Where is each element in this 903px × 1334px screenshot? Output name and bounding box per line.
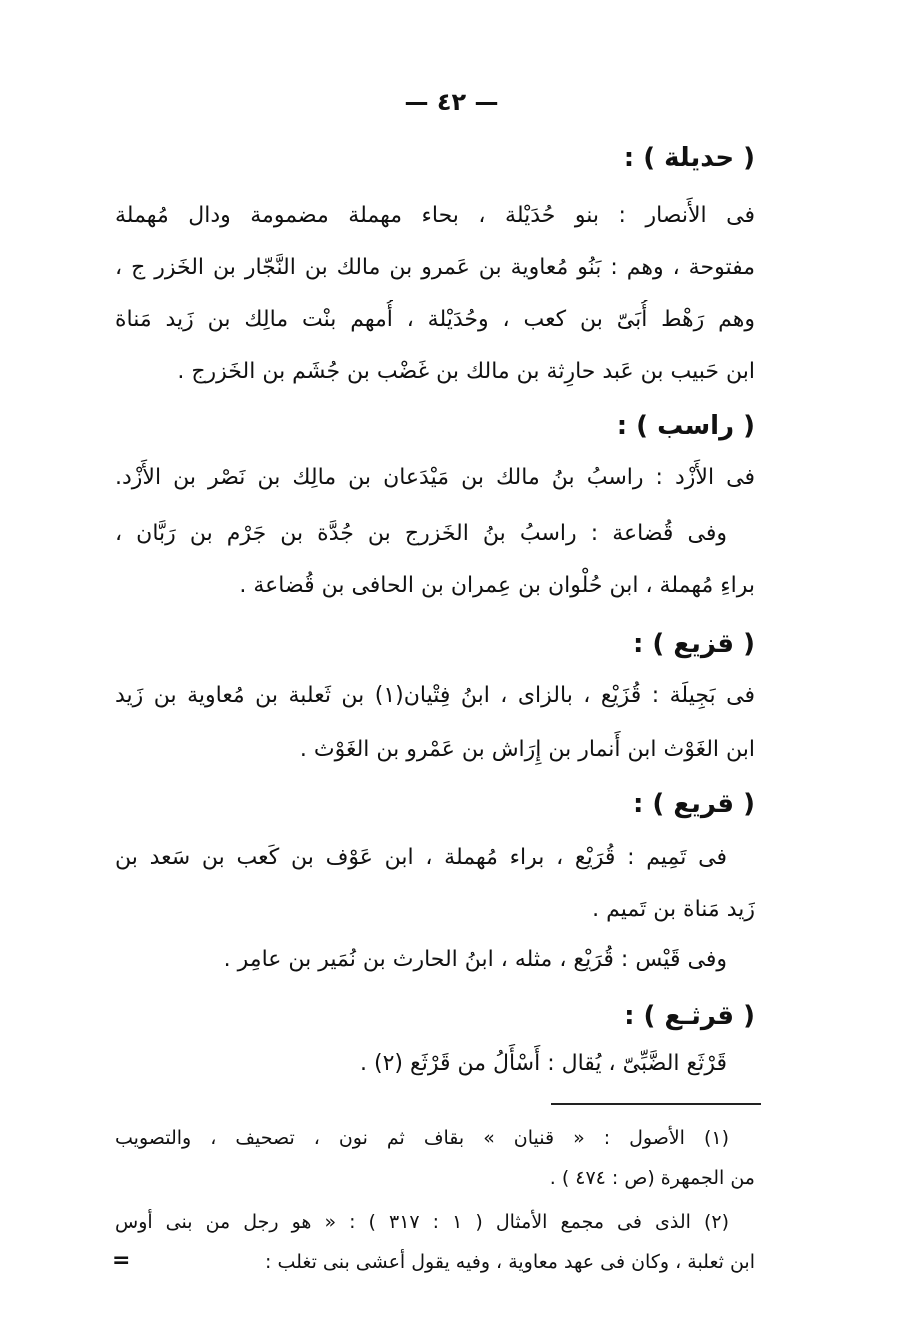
text-line: وهم رَهْط أُبَىّ بن كعب ، وحُدَيْلة ، أُمهم بنْت مالِك بن زَيد مَناة: [115, 307, 755, 332]
entry-heading: ( قريع ) :: [632, 789, 755, 819]
entry-heading: ( راسب ) :: [616, 411, 755, 441]
text-line: مفتوحة ، وهم : بَنُو مُعاوية بن عَمرو بن مالك بن النَّجّار بن الخَزر ج ،: [115, 255, 755, 280]
entry-heading: ( قرثـع ) :: [624, 1001, 755, 1031]
continuation-mark: =: [112, 1248, 131, 1273]
text-line: زَيد مَناة بن تَميم .: [592, 897, 755, 922]
footnote-divider: [551, 1103, 761, 1105]
entry-qartha: [115, 996, 755, 1036]
footnote-line: (١) الأصول : « قنيان » بقاف ثم نون ، تصحيف ، والتصويب: [115, 1127, 729, 1149]
page-number: — ٤٢ —: [404, 88, 499, 116]
text-line: وفى قَيْس : قُرَيْع ، مثله ، ابنُ الحارث بن نُمَير بن عامِر .: [223, 947, 727, 972]
entry-rasib-body: [115, 458, 755, 606]
footnote-line: ابن ثعلبة ، وكان فى عهد معاوية ، وفيه يقول أعشى بنى تغلب :: [265, 1251, 755, 1273]
entry-quray: [115, 784, 755, 824]
entry-qartha-body: [115, 1044, 755, 1084]
entry-quzay: [115, 624, 755, 664]
text-line: فى تَمِيم : قُرَيْع ، براء مُهملة ، ابن عَوْف بن كَعب بن سَعد بن: [115, 845, 727, 870]
text-line: فى الأَنصار : بنو حُدَيْلة ، بحاء مهملة مضمومة ودال مُهملة: [115, 203, 755, 228]
entry-hadila: [115, 138, 755, 178]
entry-quzay-body: [115, 676, 755, 770]
footnotes: [115, 1120, 755, 1280]
text-line: فى بَجِيلَة : قُزَيْع ، بالزاى ، ابنُ فِتْيان(١) بن ثَعلبة بن مُعاوية بن زَيد: [115, 683, 755, 708]
footnote-line: (٢) الذى فى مجمع الأمثال ( ١ : ٣١٧ ) : « هو رجل من بنى أوس: [115, 1211, 730, 1233]
text-line: فى الأَزْد : راسبُ بنُ مالك بن مَيْدَعان بن مالِك بن نَصْر بن الأَزْد.: [115, 465, 755, 490]
text-line: قَرْثَع الضَّبِّىّ ، يُقال : أَسْأَلُ من قَرْثَع (٢) .: [360, 1051, 727, 1076]
entry-heading: ( حديلة ) :: [623, 143, 755, 173]
entry-hadila-body: [115, 196, 755, 392]
text-line: ابن حَبيب بن عَبد حارِثة بن مالك بن غَضْب بن جُشَم بن الخَزرج .: [177, 359, 755, 384]
footnote-line: من الجمهرة (ص : ٤٧٤ ) .: [549, 1167, 755, 1189]
entry-heading: ( قزيع ) :: [632, 629, 755, 659]
text-line: ابن الغَوْث ابن أَنمار بن إِرَاش بن عَمْرو بن الغَوْث .: [299, 737, 755, 762]
entry-quray-body: [115, 838, 755, 980]
entry-rasib: [115, 406, 755, 446]
text-line: براءِ مُهملة ، ابن حُلْوان بن عِمران بن الحافى بن قُضاعة .: [239, 573, 755, 598]
text-line: وفى قُضاعة : راسبُ بنُ الخَزرج بن جُدَّة بن جَرْم بن رَبَّان ،: [115, 521, 727, 546]
